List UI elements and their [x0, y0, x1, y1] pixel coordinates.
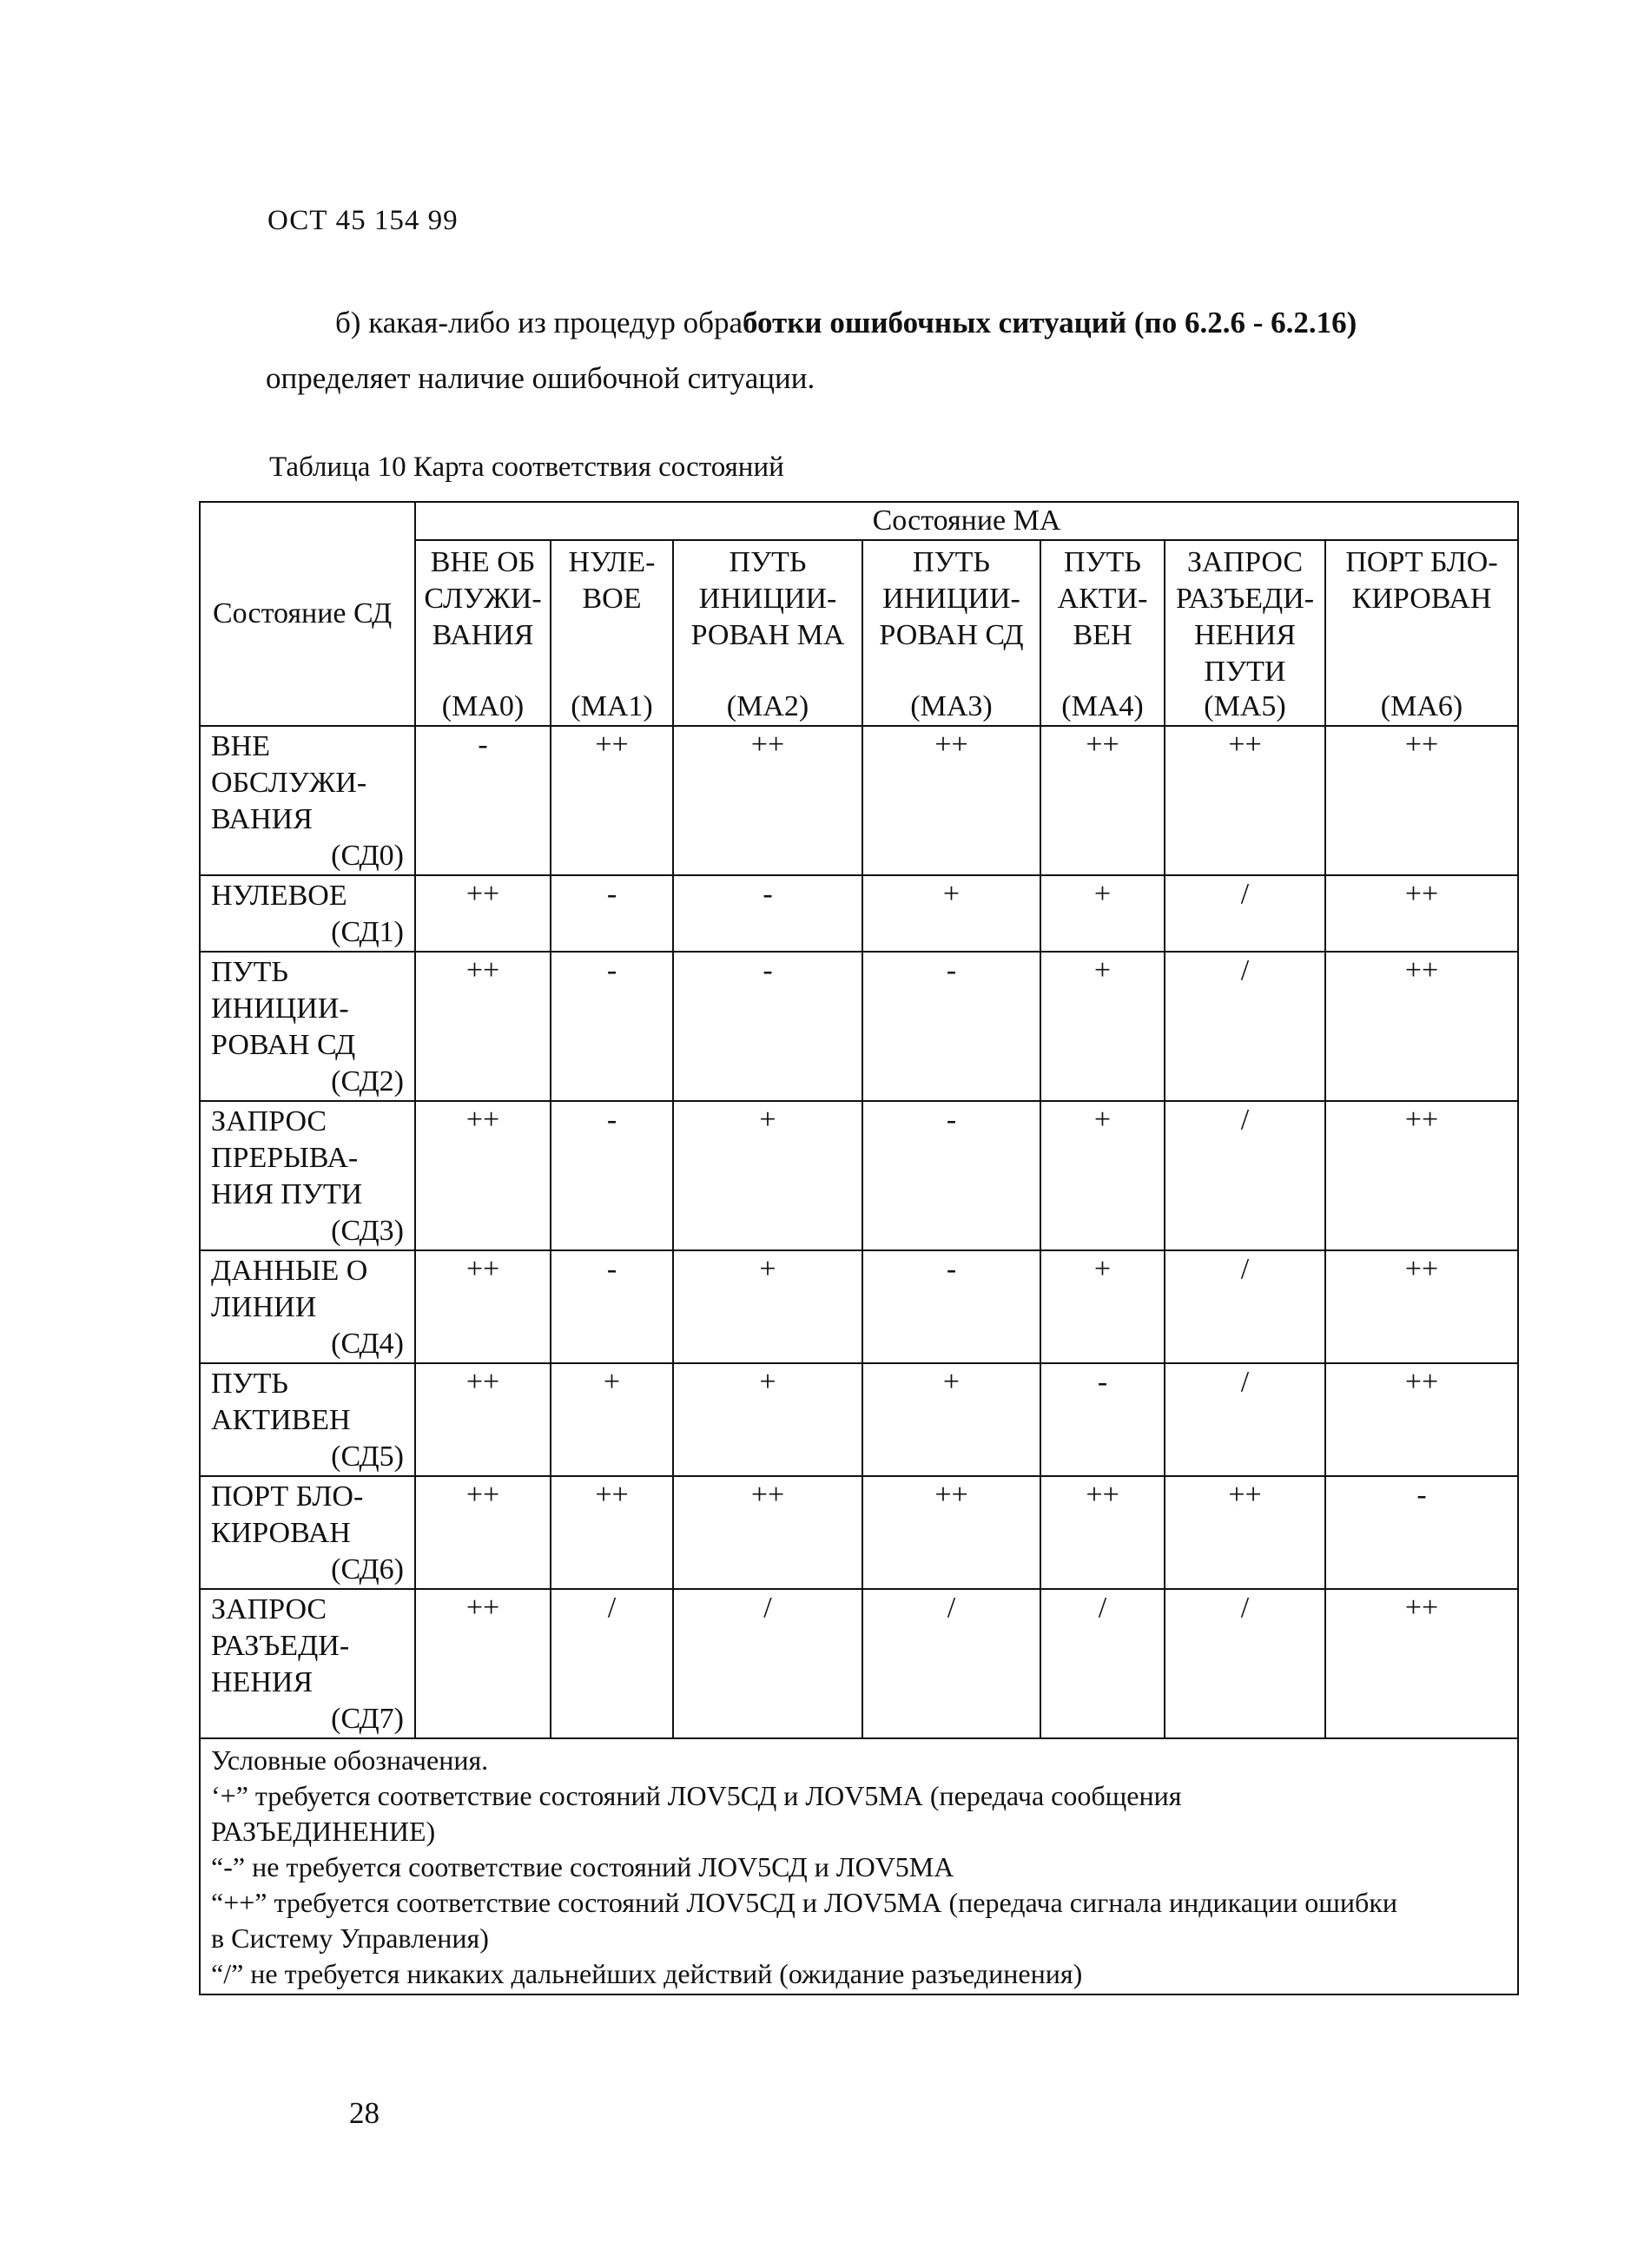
row-header-sd3 [200, 1101, 415, 1250]
ma-state-header [415, 502, 1518, 540]
table-cell: ++ [862, 1476, 1040, 1589]
legend-title: Условные обозначения. [211, 1744, 489, 1776]
table-cell: - [551, 875, 673, 952]
table-cell: ++ [415, 875, 551, 952]
row-header-name: ЗАПРОС РАЗЪЕДИ-НЕНИЯ [211, 1593, 350, 1698]
column-header-code: (МА1) [571, 690, 653, 722]
table-cell: + [1040, 952, 1165, 1101]
row-header-code: (СД4) [331, 1328, 404, 1360]
table-caption: Таблица 10 Карта соответствия состояний [269, 452, 784, 483]
legend-line: “++” требуется соответствие состояний ЛОV5СД и ЛОV5МА (передача сигнала индикации ошибки [211, 1887, 1397, 1918]
table-cell: ++ [1165, 726, 1325, 875]
column-header-name: ПОРТ БЛО-КИРОВАН [1345, 546, 1498, 615]
table-cell: / [1165, 1101, 1325, 1250]
table-cell: / [551, 1589, 673, 1738]
table-cell: ++ [1325, 1589, 1518, 1738]
table-cell: ++ [1325, 952, 1518, 1101]
table-cell: ++ [415, 1589, 551, 1738]
table-cell: / [1165, 875, 1325, 952]
table-cell: ++ [1165, 1476, 1325, 1589]
column-header-ma5 [1165, 540, 1325, 726]
table-body [200, 726, 1518, 1738]
table-row [200, 1101, 1518, 1250]
row-header-name: ЗАПРОС ПРЕРЫВА-НИЯ ПУТИ [211, 1105, 363, 1210]
legend-line: РАЗЪЕДИНЕНИЕ) [211, 1816, 436, 1847]
legend [200, 1738, 1518, 1994]
table-cell: / [1165, 1363, 1325, 1476]
legend-line: “/” не требуется никаких дальнейших действий (ожидание разъединения) [211, 1958, 1083, 1989]
table-cell: + [673, 1101, 862, 1250]
column-header-name: ПУТЬ АКТИ-ВЕН [1057, 546, 1148, 651]
table-row [200, 1250, 1518, 1363]
column-header-code: (МА5) [1204, 690, 1286, 722]
column-header-name: ЗАПРОС РАЗЪЕДИ-НЕНИЯ ПУТИ [1175, 546, 1315, 688]
table-cell: / [673, 1589, 862, 1738]
table-cell: - [862, 1101, 1040, 1250]
table-cell: - [551, 1250, 673, 1363]
table-cell: - [862, 952, 1040, 1101]
column-header-ma0 [415, 540, 551, 726]
table-cell: ++ [1040, 726, 1165, 875]
row-header-code: (СД7) [331, 1703, 404, 1735]
row-header-sd6 [200, 1476, 415, 1589]
row-header-sd7 [200, 1589, 415, 1738]
paragraph-text-1: б) какая-либо из процедур обра [335, 306, 743, 340]
ma-state-header-label: Состояние МА [872, 504, 1061, 537]
column-header-ma1 [551, 540, 673, 726]
column-header-ma2 [673, 540, 862, 726]
table-cell: / [1165, 1250, 1325, 1363]
legend-line: “-” не требуется соответствие состояний ЛОV5СД и ЛОV5МА [211, 1851, 954, 1882]
table-row [200, 1363, 1518, 1476]
table-row [200, 1589, 1518, 1738]
table-cell: ++ [673, 1476, 862, 1589]
row-header-name: ПУТЬ ИНИЦИИ-РОВАН СД [211, 956, 356, 1061]
column-header-code: (МА3) [910, 690, 993, 722]
row-header-code: (СД5) [331, 1441, 404, 1473]
paragraph-text-2: определяет наличие ошибочной ситуации. [266, 361, 815, 395]
table-row [200, 1476, 1518, 1589]
row-header-code: (СД0) [331, 840, 404, 872]
table-cell: ++ [1325, 1363, 1518, 1476]
table-cell: + [673, 1250, 862, 1363]
paragraph [266, 295, 1499, 406]
table-row [200, 726, 1518, 875]
legend-line: ‘+” требуется соответствие состояний ЛОV5СД и ЛОV5МА (передача сообщения [211, 1780, 1182, 1811]
row-header-name: ДАННЫЕ О ЛИНИИ [211, 1255, 368, 1323]
row-header-name: ПОРТ БЛО-КИРОВАН [211, 1480, 364, 1549]
table-cell: - [862, 1250, 1040, 1363]
row-header-sd2 [200, 952, 415, 1101]
row-header-code: (СД2) [331, 1065, 404, 1098]
column-header-ma3 [862, 540, 1040, 726]
table-cell: / [1040, 1589, 1165, 1738]
row-header-sd5 [200, 1363, 415, 1476]
row-header-code: (СД3) [331, 1215, 404, 1247]
table-cell: - [673, 952, 862, 1101]
table-cell: + [862, 875, 1040, 952]
column-header-name: ВНЕ ОБ СЛУЖИ-ВАНИЯ [424, 546, 542, 651]
table-cell: + [1040, 875, 1165, 952]
table-cell: - [1325, 1476, 1518, 1589]
table-cell: ++ [415, 1476, 551, 1589]
table-cell: - [1040, 1363, 1165, 1476]
legend-line: в Систему Управления) [211, 1922, 489, 1954]
table-cell: + [551, 1363, 673, 1476]
table-cell: + [1040, 1250, 1165, 1363]
table-cell: ++ [673, 726, 862, 875]
table-cell: / [1165, 1589, 1325, 1738]
column-header-code: (МА0) [441, 690, 525, 722]
column-header-code: (МА4) [1061, 690, 1144, 722]
table-cell: ++ [551, 1476, 673, 1589]
table-cell: + [1040, 1101, 1165, 1250]
row-header-name: ПУТЬ АКТИВЕН [211, 1368, 351, 1436]
document-code: ОСТ 45 154 99 [267, 205, 459, 236]
row-header-code: (СД1) [331, 916, 404, 948]
column-header-name: ПУТЬ ИНИЦИИ-РОВАН СД [879, 546, 1024, 651]
row-header-code: (СД6) [331, 1553, 404, 1586]
sd-state-header-label: Состояние СД [213, 597, 393, 630]
column-header-code: (МА6) [1380, 690, 1463, 722]
state-map-table [199, 501, 1519, 1995]
page-number: 28 [349, 2096, 380, 2130]
column-header-ma6 [1325, 540, 1518, 726]
column-header-name: ПУТЬ ИНИЦИИ-РОВАН МА [690, 546, 845, 651]
column-header-code: (МА2) [726, 690, 809, 722]
table-cell: - [551, 1101, 673, 1250]
sd-state-header [200, 502, 415, 726]
table-cell: ++ [415, 1101, 551, 1250]
table-cell: ++ [415, 952, 551, 1101]
row-header-sd1 [200, 875, 415, 952]
row-header-sd0 [200, 726, 415, 875]
table-cell: - [551, 952, 673, 1101]
table-cell: + [862, 1363, 1040, 1476]
table-row [200, 875, 1518, 952]
table-cell: ++ [551, 726, 673, 875]
table-row [200, 952, 1518, 1101]
row-header-sd4 [200, 1250, 415, 1363]
table-cell: ++ [415, 1363, 551, 1476]
table-cell: ++ [1325, 1101, 1518, 1250]
paragraph-text-bold: ботки ошибочных ситуаций (по 6.2.6 - 6.2.16) [742, 306, 1357, 340]
row-header-name: НУЛЕВОЕ [211, 880, 347, 912]
table-cell: ++ [1325, 726, 1518, 875]
table-cell: - [415, 726, 551, 875]
column-header-ma4 [1040, 540, 1165, 726]
table-cell: ++ [1325, 875, 1518, 952]
table-cell: + [673, 1363, 862, 1476]
table-cell: / [1165, 952, 1325, 1101]
table-cell: ++ [415, 1250, 551, 1363]
table-cell: ++ [1040, 1476, 1165, 1589]
column-header-name: НУЛЕ-ВОЕ [568, 546, 656, 615]
table-cell: ++ [862, 726, 1040, 875]
table-cell: ++ [1325, 1250, 1518, 1363]
row-header-name: ВНЕ ОБСЛУЖИ-ВАНИЯ [211, 730, 367, 835]
table-cell: - [673, 875, 862, 952]
table-cell: / [862, 1589, 1040, 1738]
